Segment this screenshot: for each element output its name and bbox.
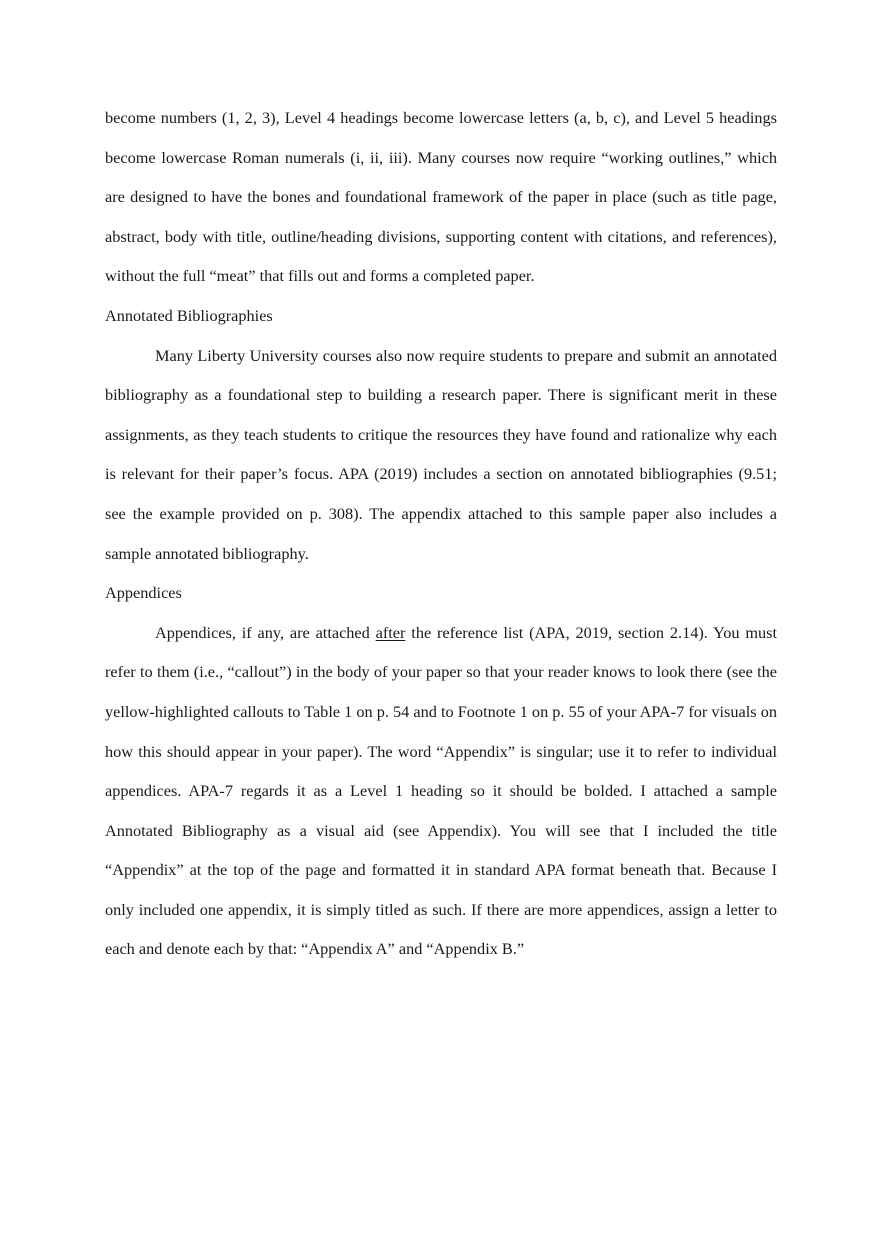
appendices-text-start: Appendices, if any, are attached [155,622,376,642]
outline-continuation-paragraph: become numbers (1, 2, 3), Level 4 headings become lowercase letters (a, b, c), and Level 5 headings become lowercase Roman numerals (i, ii, iii). Many courses now require “working outlines,” which are designed to have the bones and foundational framework of the paper in place (such as title page, abstract, body with title, outline/heading divisions, supporting content with citations, and references), without the full “meat” that fills out and forms a completed paper. [105,108,777,286]
annotated-bibliographies-paragraph: Many Liberty University courses also now require students to prepare and submit an annotated bibliography as a foundational step to building a research paper. There is significant merit in these assignments, as they teach students to critique the resources they have found and rationalize why each is relevant for their paper’s focus. APA (2019) includes a section on annotated bibliographies (9.51; see the example provided on p. 308). The appendix attached to this sample paper also includes a sample annotated bibliography. [105,345,777,563]
document-body [105,98,777,969]
appendices-paragraph [105,613,777,969]
underlined-after: after [375,622,406,642]
appendices-text-rest: the reference list (APA, 2019, section 2.14). You must refer to them (i.e., “callout”) in the body of your paper so that your reader knows to look there (see the yellow-highlighted callouts to Table 1 on p. 54 and to Footnote 1 on p. 55 of your APA-7 for visuals on how this should appear in your paper). The word “Appendix” is singular; use it to refer to individual appendices. APA-7 regards it as a Level 1 heading so it should be bolded. I attached a sample Annotated Bibliography as a visual aid (see Appendix). You will see that I included the title “Appendix” at the top of the page and formatted it in standard APA format beneath that. Because I only included one appendix, it is simply titled as such. If there are more appendices, assign a letter to each and denote each by that: “Appendix A” and “Appendix B.” [105,622,777,959]
annotated-bibliographies-heading: Annotated Bibliographies [105,305,273,325]
appendices-heading: Appendices [105,583,182,603]
